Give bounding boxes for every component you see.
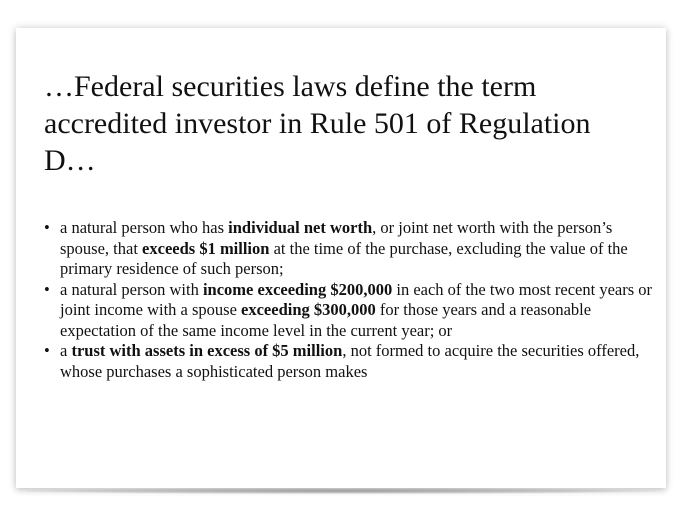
bullet-text-segment: a natural person with [60,279,203,299]
bullet-text-segment: at the time of the purchase, excluding the value of the primary residence of such person; [60,238,628,278]
bullet-item [44,218,654,280]
bullet-text-segment: for those years and a reasonable expectation of the same income level in the current year; or [60,300,592,340]
bullet-dot-icon: • [44,341,50,360]
bullet-text-segment: , or joint net worth with the person’s spouse, that [60,218,613,258]
bullet-dot-icon: • [44,218,50,237]
slide-title: …Federal securities laws define the term accredited investor in Rule 501 of Regulation D… [44,70,591,177]
bullet-bold-segment: exceeding $300,000 [241,300,376,319]
bullet-text-segment: a natural person who has [60,218,229,237]
bullet-bold-segment: income exceeding $200,000 [202,279,393,299]
bullet-dot-icon: • [44,279,50,299]
bullet-text-segment: a [60,341,72,360]
bullet-list [44,218,654,382]
bullet-bold-segment: individual net worth [228,218,373,237]
bullet-item [44,341,654,382]
slide-card [16,28,666,488]
bullet-bold-segment: trust with assets in excess of $5 million [71,341,343,360]
bullet-bold-segment: exceeds $1 million [142,238,270,258]
bullet-text-segment: in each of the two most recent years or joint income with a spouse [60,279,653,319]
bullet-text-segment: , not formed to acquire the securities offered, whose purchases a sophisticated person makes [60,341,640,381]
bullet-item [44,280,654,342]
